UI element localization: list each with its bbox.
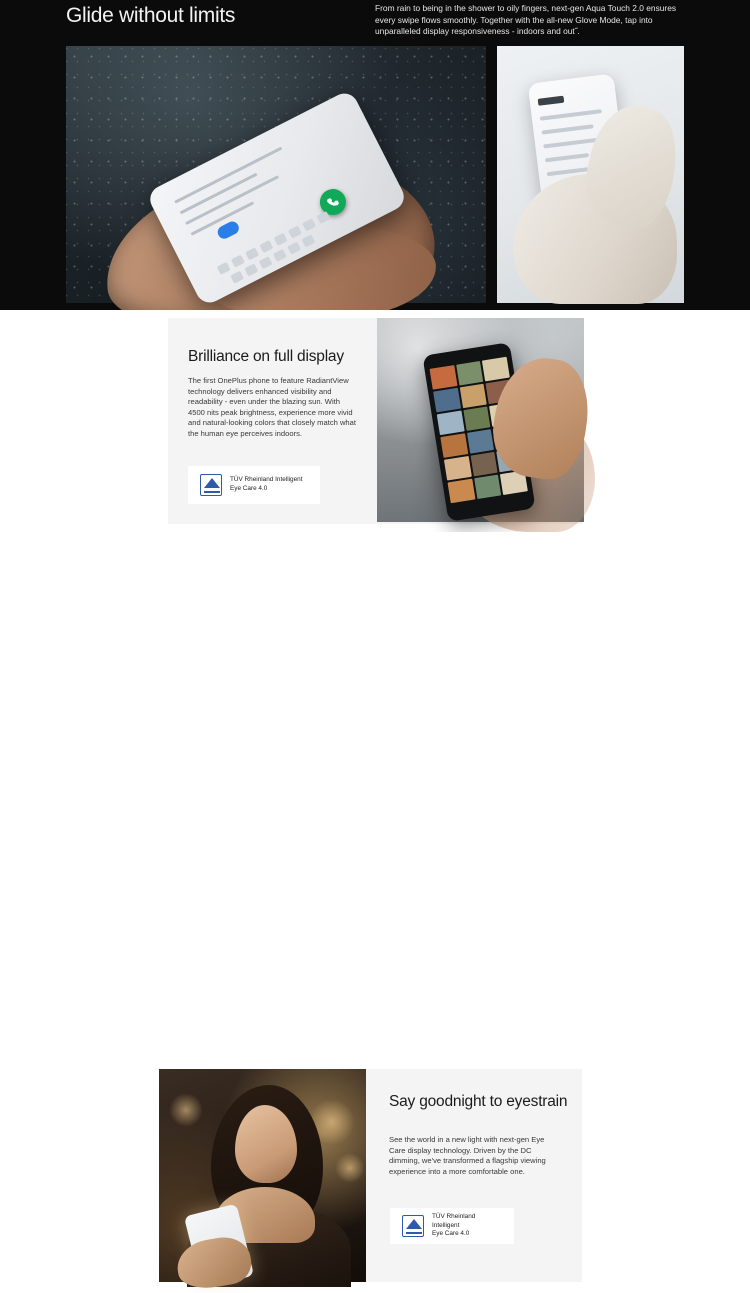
hero-description: From rain to being in the shower to oily fingers, next-gen Aqua Touch 2.0 ensures every swipe flows smoothly. Together with the all-new Glove Mode, tap into unparalleled display responsiveness - indoors and out˝. bbox=[375, 3, 677, 36]
tuv-badge-line1: TÜV Rheinland Intelligent bbox=[432, 1213, 476, 1229]
hero-title: Glide without limits bbox=[66, 4, 236, 27]
hero-rain-image bbox=[66, 46, 486, 303]
brilliance-image bbox=[377, 318, 584, 522]
tuv-rheinland-icon bbox=[402, 1215, 424, 1237]
brilliance-title: Brilliance on full display bbox=[188, 348, 344, 365]
eyestrain-section bbox=[0, 532, 750, 1238]
eyestrain-title: Say goodnight to eyestrain bbox=[389, 1093, 568, 1110]
hero-snow-image bbox=[497, 46, 684, 303]
eyestrain-description: See the world in a new light with next-gen Eye Care display technology. Driven by the DC dimming, we've transformed a flagship viewing experience into a more comfortable one. bbox=[389, 1135, 546, 1176]
brilliance-description: The first OnePlus phone to feature RadiantView technology delivers enhanced visibility and readability - even under the blazing sun. With 4500 nits peak brightness, experience more vivid and natural-looking colors that closely match what the human eye perceives indoors. bbox=[188, 376, 356, 438]
tuv-badge-line1: TÜV Rheinland Intelligent bbox=[230, 476, 303, 484]
bokeh-light bbox=[169, 1093, 203, 1127]
tuv-badge-eyestrain bbox=[390, 1208, 514, 1244]
phone-header-label bbox=[538, 96, 565, 106]
tuv-badge-text bbox=[230, 476, 302, 493]
hero-section bbox=[0, 0, 750, 310]
eyestrain-image bbox=[159, 1069, 366, 1282]
ui-chip bbox=[216, 219, 242, 241]
bokeh-light bbox=[335, 1153, 365, 1183]
tuv-badge-brilliance bbox=[188, 466, 320, 504]
tuv-rheinland-icon bbox=[200, 474, 222, 496]
brilliance-section bbox=[0, 310, 750, 532]
tuv-badge-line2: Eye Care 4.0 bbox=[432, 1230, 470, 1238]
tuv-badge-line2: Eye Care 4.0 bbox=[230, 485, 268, 492]
tuv-badge-text bbox=[432, 1213, 502, 1239]
